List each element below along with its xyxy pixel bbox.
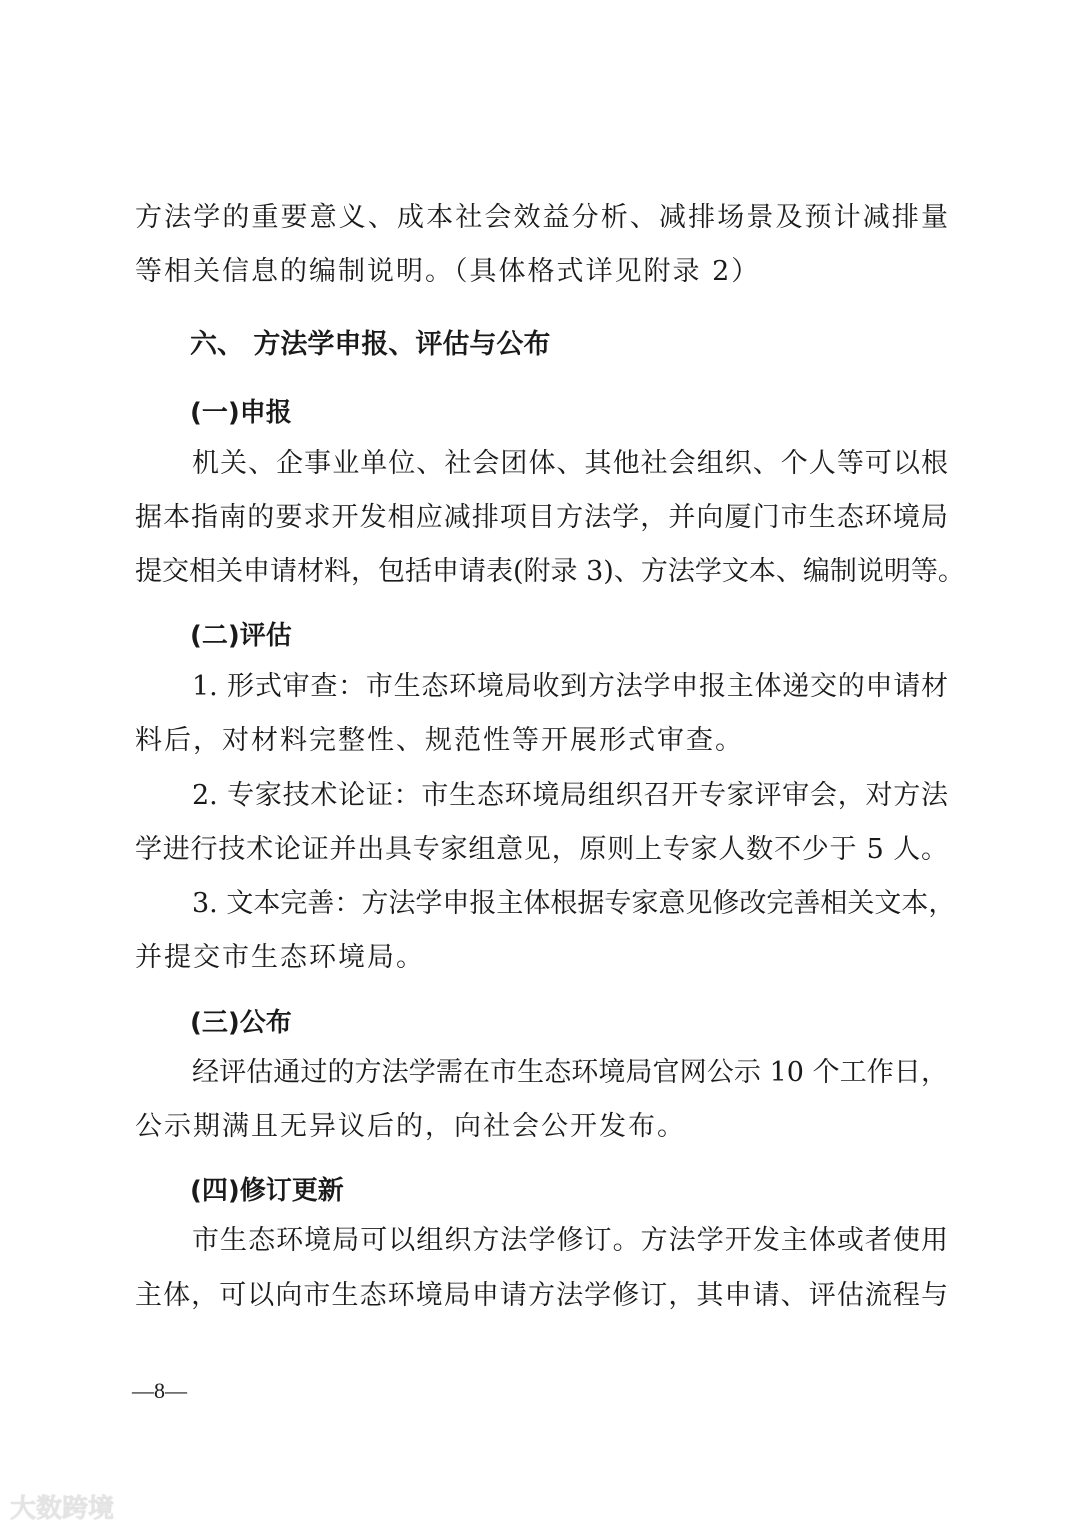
- paragraph-line: 经评估通过的方法学需在市生态环境局官网公示 10 个工作日，: [192, 1057, 948, 1088]
- paragraph-line: 1. 形式审查：市生态环境局收到方法学申报主体递交的申请材: [192, 671, 948, 702]
- paragraph-line: 主体，可以向市生态环境局申请方法学修订，其申请、评估流程与: [135, 1280, 948, 1311]
- subsection-heading: (二)评估: [190, 621, 292, 651]
- page-number: —8—: [132, 1378, 187, 1403]
- paragraph-line: 公示期满且无异议后的，向社会公开发布。: [135, 1111, 686, 1142]
- watermark-logo: 大数跨境: [10, 1494, 115, 1524]
- paragraph-line: 料后，对材料完整性、规范性等开展形式审查。: [135, 725, 744, 756]
- paragraph-line: 学进行技术论证并出具专家组意见，原则上专家人数不少于 5 人。: [135, 834, 948, 865]
- subsection-heading: (四)修订更新: [190, 1176, 344, 1206]
- paragraph-line: 机关、企事业单位、社会团体、其他社会组织、个人等可以根: [192, 448, 948, 479]
- paragraph-line: 方法学的重要意义、成本社会效益分析、减排场景及预计减排量: [135, 202, 948, 233]
- subsection-heading: (一)申报: [190, 398, 292, 428]
- paragraph-line: 据本指南的要求开发相应减排项目方法学，并向厦门市生态环境局: [135, 502, 948, 533]
- subsection-heading: (三)公布: [190, 1008, 292, 1038]
- paragraph-line: 并提交市生态环境局。: [135, 942, 425, 973]
- paragraph-line: 提交相关申请材料，包括申请表(附录 3)、方法学文本、编制说明等。: [135, 556, 965, 587]
- paragraph-line: 市生态环境局可以组织方法学修订。方法学开发主体或者使用: [192, 1225, 948, 1256]
- paragraph-line: 等相关信息的编制说明。（具体格式详见附录 2）: [135, 256, 761, 287]
- section-heading: 六、 方法学申报、评估与公布: [190, 329, 551, 360]
- paragraph-line: 3. 文本完善：方法学申报主体根据专家意见修改完善相关文本，: [192, 888, 956, 919]
- paragraph-line: 2. 专家技术论证：市生态环境局组织召开专家评审会，对方法: [192, 780, 948, 811]
